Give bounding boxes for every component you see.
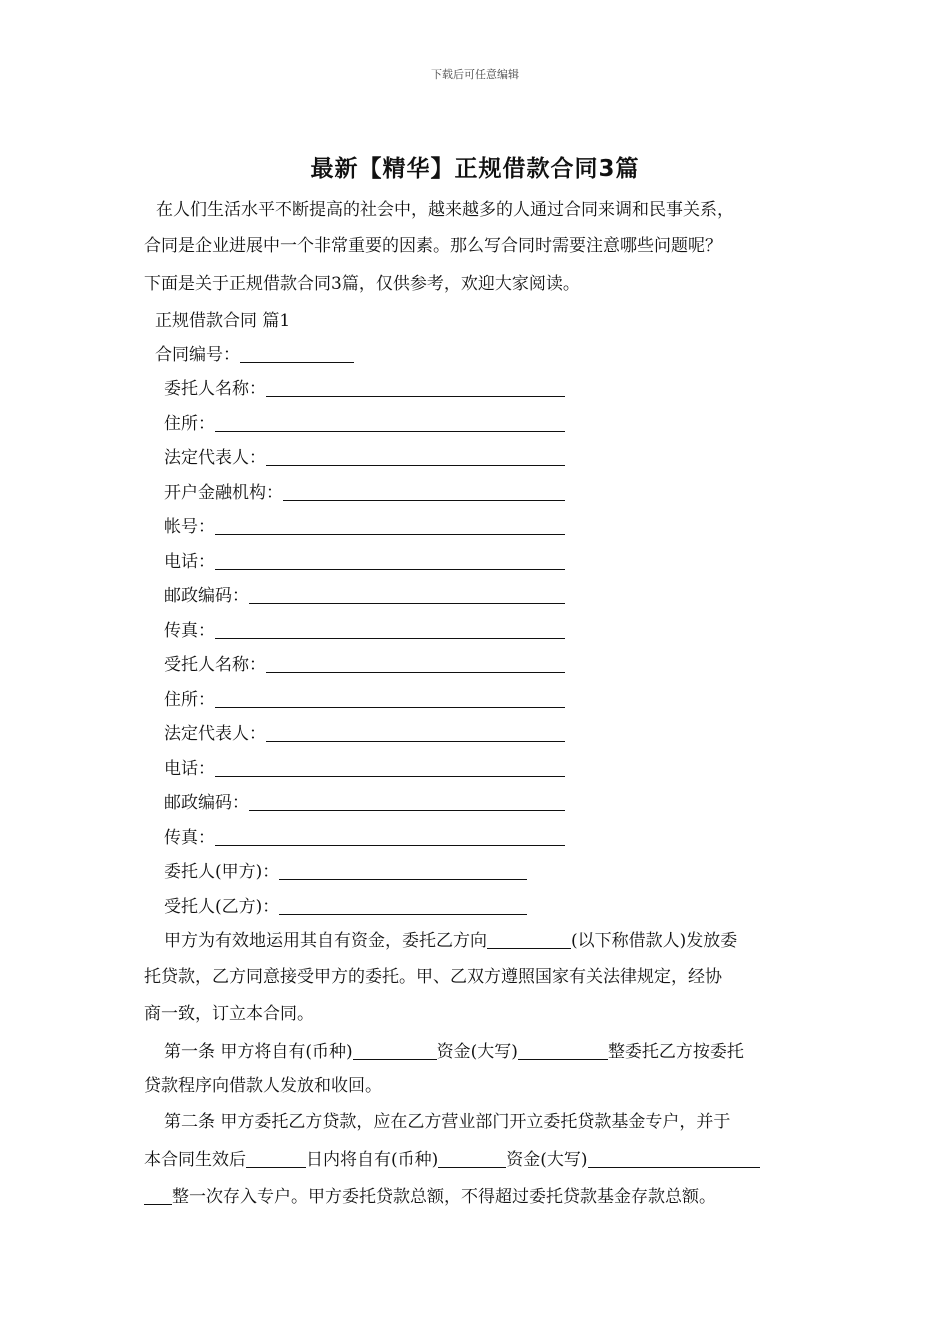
field-label: 帐号：: [164, 517, 215, 537]
field-blank: [266, 380, 565, 397]
field-blank: [266, 725, 565, 742]
party-a-blank: [279, 863, 527, 880]
field-label: 住所：: [164, 413, 215, 434]
contract-no-row: [155, 346, 354, 364]
party-a-row: [164, 863, 527, 881]
field-blank: [215, 829, 565, 846]
field-row: [164, 760, 565, 778]
field-row: [164, 587, 565, 605]
days-blank: [246, 1151, 306, 1168]
para1-text-b: (以下称借款人)发放委: [571, 931, 738, 951]
field-row: [164, 415, 565, 433]
para1-line-1: [164, 932, 737, 950]
intro-line-1: 在人们生活水平不断提高的社会中，越来越多的人通过合同来调和民事关系，: [156, 200, 734, 220]
borrower-blank: [487, 932, 571, 949]
article1-line-1: [164, 1043, 744, 1061]
intro-line-3: 下面是关于正规借款合同3篇，仅供参考，欢迎大家阅读。: [144, 274, 580, 294]
article1-text-b: 资金(大写): [436, 1042, 518, 1062]
article1-line-2: 贷款程序向借款人发放和收回。: [144, 1076, 382, 1096]
field-blank: [249, 794, 565, 811]
field-label: 传真：: [164, 827, 215, 848]
currency-blank: [353, 1043, 437, 1060]
field-blank: [215, 518, 565, 535]
party-b-row: [164, 898, 527, 916]
section-heading: 正规借款合同 篇1: [155, 311, 291, 331]
field-row: [164, 691, 565, 709]
article2-text-b: 日内将自有(币种): [306, 1150, 439, 1170]
article1-text-a: 第一条 甲方将自有(币种): [164, 1042, 353, 1062]
field-row: [164, 725, 565, 743]
field-row: [164, 656, 565, 674]
article1-text-c: 整委托乙方按委托: [607, 1042, 744, 1062]
field-label: 法定代表人：: [164, 448, 266, 468]
currency-blank-2: [438, 1151, 506, 1168]
header-note: 下载后可任意编辑: [431, 68, 519, 81]
para1-text-a: 甲方为有效地运用其自有资金，委托乙方向: [164, 931, 487, 951]
field-blank: [283, 484, 565, 501]
field-row: [164, 484, 565, 502]
field-blank: [215, 760, 565, 777]
para1-line-3: 商一致，订立本合同。: [144, 1004, 314, 1024]
field-row: [164, 380, 565, 398]
field-blank: [215, 622, 565, 639]
amount-blank-2-cont: [144, 1188, 172, 1205]
article2-line-1: 第二条 甲方委托乙方贷款，应在乙方营业部门开立委托贷款基金专户，并于: [164, 1112, 731, 1132]
amount-blank-2: [588, 1151, 760, 1168]
field-label: 受托人名称：: [164, 655, 266, 675]
field-label: 住所：: [164, 689, 215, 710]
intro-line-2: 合同是企业进展中一个非常重要的因素。那么写合同时需要注意哪些问题呢？: [144, 236, 722, 256]
field-blank: [266, 449, 565, 466]
party-b-label: 受托人(乙方)：: [164, 897, 280, 917]
field-label: 法定代表人：: [164, 724, 266, 744]
field-row: [164, 794, 565, 812]
field-label: 电话：: [164, 758, 215, 779]
article2-text-a: 本合同生效后: [144, 1150, 246, 1170]
field-label: 传真：: [164, 620, 215, 641]
party-a-label: 委托人(甲方)：: [164, 862, 280, 882]
field-row: [164, 449, 565, 467]
field-row: [164, 553, 565, 571]
article2-line-3: [144, 1188, 716, 1206]
amount-blank: [518, 1043, 608, 1060]
field-blank: [215, 691, 565, 708]
field-label: 邮政编码：: [164, 793, 249, 813]
field-row: [164, 518, 565, 536]
document-title: 最新【精华】正规借款合同3篇: [310, 156, 640, 182]
article2-line-2: [144, 1151, 760, 1169]
field-label: 委托人名称：: [164, 379, 266, 399]
field-label: 电话：: [164, 551, 215, 572]
field-row: [164, 622, 565, 640]
article2-text-c: 资金(大写): [506, 1150, 588, 1170]
field-blank: [266, 656, 565, 673]
field-blank: [249, 587, 565, 604]
party-b-blank: [279, 898, 527, 915]
field-blank: [215, 553, 565, 570]
para1-line-2: 托贷款，乙方同意接受甲方的委托。甲、乙双方遵照国家有关法律规定，经协: [144, 967, 722, 987]
field-blank: [215, 415, 565, 432]
field-label: 开户金融机构：: [164, 482, 283, 503]
field-label: 邮政编码：: [164, 586, 249, 606]
field-row: [164, 829, 565, 847]
article2-text-d: 整一次存入专户。甲方委托贷款总额，不得超过委托贷款基金存款总额。: [172, 1187, 716, 1207]
contract-no-label: 合同编号：: [155, 345, 240, 365]
contract-no-blank: [240, 346, 354, 363]
